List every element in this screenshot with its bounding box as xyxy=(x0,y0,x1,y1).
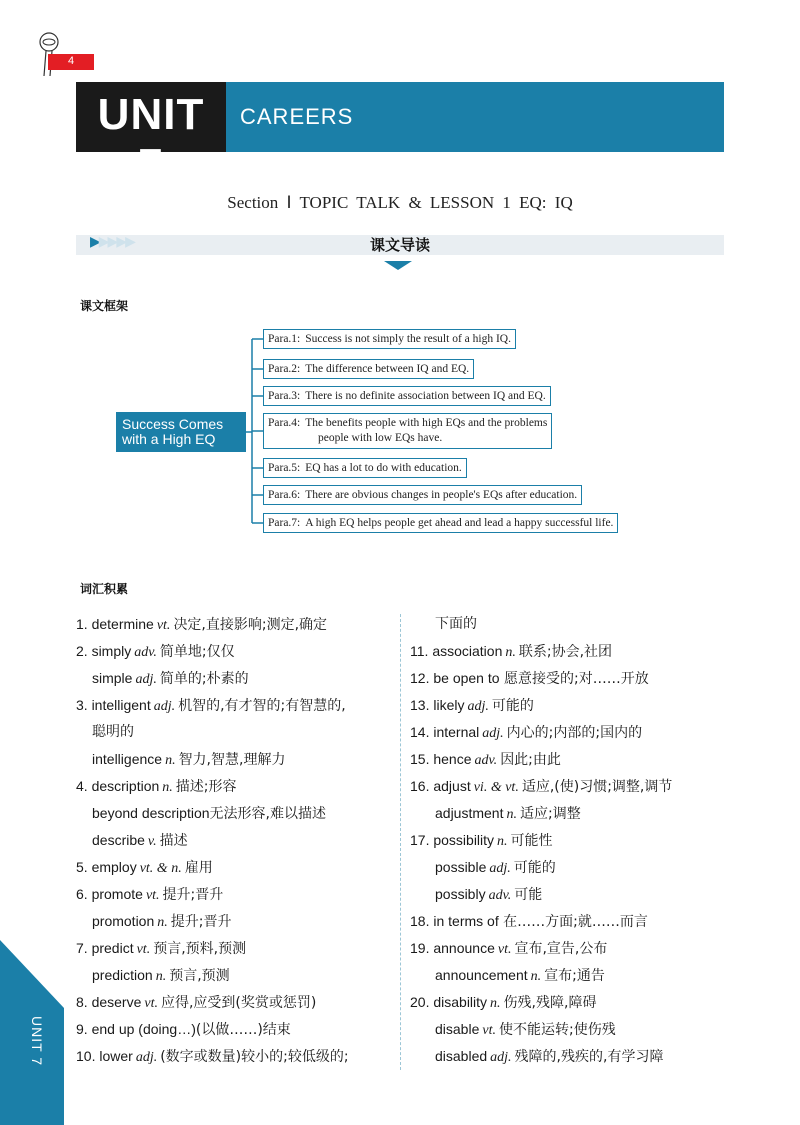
vocab-pos: n. xyxy=(530,969,542,984)
vocab-meaning: 可能的 xyxy=(491,698,534,714)
vocab-meaning: (数字或数量)较小的;较低级的; xyxy=(160,1049,349,1065)
page-number: 4 xyxy=(68,55,75,67)
vocab-entry xyxy=(76,1016,349,1043)
para-label: Para.1: xyxy=(268,333,301,345)
vocab-entry xyxy=(410,692,672,719)
vocab-word: possibly xyxy=(435,886,486,902)
vocab-pos: n. xyxy=(505,645,516,660)
vocab-word: 8. deserve xyxy=(76,994,142,1010)
vocab-entry xyxy=(410,1043,672,1070)
framework-heading: 课文框架 xyxy=(80,299,129,313)
vocab-pos: vt. & n. xyxy=(139,861,182,876)
vocab-pos: adv. xyxy=(134,645,157,660)
vocab-word: possible xyxy=(435,859,487,875)
vocab-pos: n. xyxy=(162,780,173,795)
vocab-entry xyxy=(76,800,349,827)
vocab-meaning: 描述 xyxy=(159,833,188,849)
arrows-icon: ▶▶▶▶▶ xyxy=(90,234,134,250)
vocab-word: 18. in terms of xyxy=(410,913,499,929)
vocab-meaning: 应得,应受到(奖赏或惩罚) xyxy=(160,995,317,1011)
vocab-word: 6. promote xyxy=(76,886,143,902)
vocab-entry xyxy=(410,665,672,692)
vocab-meaning: 智力,智慧,理解力 xyxy=(178,752,286,768)
vocab-meaning: 描述;形容 xyxy=(175,779,237,795)
vocab-pos: adj. xyxy=(489,861,511,876)
vocab-word: intelligence xyxy=(92,751,163,767)
vocab-entry xyxy=(76,692,349,719)
vocab-pos: adj. xyxy=(135,1050,158,1065)
vocab-pos: adj. xyxy=(135,672,157,687)
para-text: Success is not simply the result of a high IQ. xyxy=(305,333,511,345)
vocab-word: 2. simply xyxy=(76,643,132,659)
vocab-pos: n. xyxy=(155,969,167,984)
para-box-2 xyxy=(263,359,474,379)
vocab-pos: adj. xyxy=(467,699,489,714)
vocab-word: 20. disability xyxy=(410,994,488,1010)
vocab-word: disable xyxy=(435,1021,480,1037)
vocab-word: prediction xyxy=(92,967,153,983)
vocab-word: beyond description xyxy=(92,805,210,821)
vocab-word: 4. description xyxy=(76,778,160,794)
vocab-meaning: 简单地;仅仅 xyxy=(159,644,235,660)
para-box-7 xyxy=(263,513,618,533)
vocab-entry xyxy=(410,989,672,1016)
vocab-meaning: 提升;晋升 xyxy=(170,914,232,930)
vocab-pos: n. xyxy=(165,753,176,768)
vocab-entry xyxy=(76,854,349,881)
vocab-pos: vt. xyxy=(482,1023,496,1038)
vocab-entry xyxy=(76,908,349,935)
para-box-4 xyxy=(263,413,552,449)
vocab-entry xyxy=(410,881,672,908)
vocab-meaning: 适应,(使)习惯;调整,调节 xyxy=(521,779,673,795)
para-text: The benefits people with high EQs and the problems xyxy=(305,417,548,429)
vocab-pos: n. xyxy=(506,807,517,822)
vocab-entry xyxy=(76,935,349,962)
vocab-meaning: 无法形容,难以描述 xyxy=(209,806,326,822)
vocab-column-right xyxy=(410,611,672,1070)
vocab-pos: vi. & vt. xyxy=(473,780,519,795)
vocab-entry xyxy=(76,773,349,800)
para-label: Para.7: xyxy=(268,517,301,529)
reading-guide-label: 课文导读 xyxy=(369,236,430,254)
para-label: Para.5: xyxy=(268,462,301,474)
vocab-meaning: 决定,直接影响;测定,确定 xyxy=(173,617,328,633)
vocab-entry-continued xyxy=(76,719,349,746)
vocab-entry xyxy=(76,638,349,665)
vocab-meaning: 适应;调整 xyxy=(519,806,581,822)
vocab-meaning: 简单的;朴素的 xyxy=(159,671,249,687)
vocab-pos: vt. xyxy=(136,942,151,957)
vocab-meaning: 可能性 xyxy=(510,833,553,849)
vocab-heading: 词汇积累 xyxy=(80,582,129,596)
vocab-pos: vt. xyxy=(497,942,512,957)
para-label: Para.6: xyxy=(268,489,301,501)
vocab-pos: adj. xyxy=(482,726,504,741)
para-label: Para.3: xyxy=(268,390,301,402)
vocab-meaning: 因此;由此 xyxy=(500,752,561,768)
vocab-word: 12. be open to xyxy=(410,670,500,686)
vocab-word: disabled xyxy=(435,1048,488,1064)
vocab-pos: adv. xyxy=(488,888,512,903)
vocab-pos: adj. xyxy=(490,1050,512,1065)
unit-name: CAREERS xyxy=(240,104,354,129)
vocab-word: 14. internal xyxy=(410,724,480,740)
vocab-meaning: 宣布,宣告,公布 xyxy=(514,941,608,957)
vocab-entry xyxy=(410,962,672,989)
vocab-meaning: 提升;晋升 xyxy=(162,887,224,903)
para-label: Para.4: xyxy=(268,417,301,429)
vocab-entry xyxy=(410,908,672,935)
framework-hub xyxy=(116,412,246,452)
vocab-entry xyxy=(410,935,672,962)
vocab-entry xyxy=(76,962,349,989)
vocab-meaning: 愿意接受的;对……开放 xyxy=(503,671,649,687)
vocab-meaning: 使不能运转;使伤残 xyxy=(498,1022,616,1038)
vocab-word: 3. intelligent xyxy=(76,697,151,713)
vocab-meaning: (以做……)结束 xyxy=(195,1022,291,1038)
vocab-pos: adv. xyxy=(474,753,498,768)
vocab-word: 15. hence xyxy=(410,751,472,767)
vocab-word: adjustment xyxy=(435,805,504,821)
vocab-word: 19. announce xyxy=(410,940,495,956)
vocab-word: 16. adjust xyxy=(410,778,471,794)
vocab-pos: vt. xyxy=(156,618,171,633)
vocab-entry xyxy=(76,989,349,1016)
vocab-entry xyxy=(410,638,672,665)
vocab-entry xyxy=(410,746,672,773)
hub-line-1: Success Comes xyxy=(122,416,224,432)
side-unit-label: UNIT 7 xyxy=(29,1016,45,1067)
para-text: There are obvious changes in people's EQs after education. xyxy=(305,489,578,501)
para-text-continued: people with low EQs have. xyxy=(318,432,443,444)
vocab-pos: adj. xyxy=(153,699,176,714)
vocab-entry-continued xyxy=(410,611,672,638)
vocab-pos: v. xyxy=(147,834,157,849)
vocab-word: describe xyxy=(92,832,145,848)
vocab-pos: n. xyxy=(157,915,168,930)
vocab-pos: vt. xyxy=(145,888,160,903)
vocab-entry xyxy=(410,827,672,854)
para-label: Para.2: xyxy=(268,363,301,375)
vocab-entry xyxy=(410,1016,672,1043)
vocab-meaning: 伤残,残障,障碍 xyxy=(503,995,597,1011)
para-text: A high EQ helps people get ahead and lead a happy successful life. xyxy=(305,517,614,529)
vocab-meaning: 可能的 xyxy=(513,860,556,876)
vocab-meaning: 预言,预料,预测 xyxy=(153,941,247,957)
para-box-1 xyxy=(263,329,516,349)
vocab-word: 17. possibility xyxy=(410,832,495,848)
vocab-meaning: 下面的 xyxy=(435,616,477,632)
hub-line-2: with a High EQ xyxy=(122,431,216,447)
para-box-6 xyxy=(263,485,582,505)
vocab-meaning: 机智的,有才智的;有智慧的, xyxy=(178,698,346,714)
vocab-entry xyxy=(410,854,672,881)
vocab-column-left xyxy=(76,611,349,1070)
vocab-meaning: 可能 xyxy=(514,887,543,903)
section-title: Section Ⅰ TOPIC TALK & LESSON 1 EQ: IQ xyxy=(227,193,573,212)
para-box-5 xyxy=(263,458,467,478)
vocab-meaning: 残障的,残疾的,有学习障 xyxy=(514,1049,664,1065)
vocab-entry xyxy=(410,800,672,827)
vocab-pos: vt. xyxy=(144,996,158,1011)
vocab-meaning: 内心的;内部的;国内的 xyxy=(506,725,643,741)
vocab-word: promotion xyxy=(92,913,155,929)
vocab-entry xyxy=(76,827,349,854)
vocab-meaning: 聪明的 xyxy=(92,724,134,740)
vocab-word: 10. lower xyxy=(76,1048,133,1064)
vocab-entry xyxy=(76,746,349,773)
vocab-word: 11. association xyxy=(410,643,503,659)
vocab-meaning: 预言,预测 xyxy=(169,968,230,984)
vocab-entry xyxy=(76,1043,349,1070)
vocab-entry xyxy=(76,611,349,638)
vocab-entry xyxy=(76,881,349,908)
vocab-pos: n. xyxy=(490,996,501,1011)
vocab-meaning: 宣布;通告 xyxy=(544,968,605,984)
para-text: There is no definite association between IQ and EQ. xyxy=(305,390,546,402)
vocab-entry xyxy=(410,773,672,800)
unit-title: UNIT 7 xyxy=(97,90,205,189)
para-box-3 xyxy=(263,386,551,406)
vocab-word: 13. likely xyxy=(410,697,465,713)
para-text: EQ has a lot to do with education. xyxy=(305,462,462,474)
vocab-word: 5. employ xyxy=(76,859,137,875)
vocab-entry xyxy=(76,665,349,692)
vocab-meaning: 联系;协会,社团 xyxy=(518,644,613,660)
vocab-word: announcement xyxy=(435,967,528,983)
vocab-meaning: 雇用 xyxy=(184,860,213,876)
column-divider xyxy=(400,614,401,1070)
vocab-word: 1. determine xyxy=(76,616,154,632)
vocab-word: 7. predict xyxy=(76,940,134,956)
vocab-meaning: 在……方面;就……而言 xyxy=(503,914,648,930)
vocab-pos: n. xyxy=(497,834,508,849)
vocab-word: simple xyxy=(92,670,133,686)
para-text: The difference between IQ and EQ. xyxy=(305,363,470,375)
vocab-entry xyxy=(410,719,672,746)
vocab-word: 9. end up (doing…) xyxy=(76,1021,196,1037)
